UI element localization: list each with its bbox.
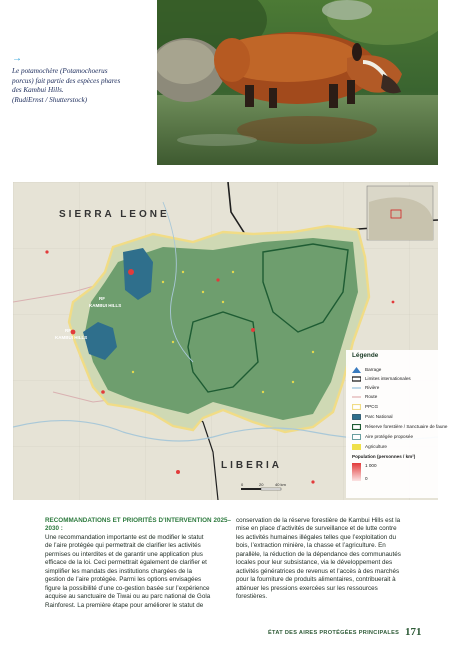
scale-end: 40 km <box>275 482 286 487</box>
population-gradient-icon <box>352 463 361 481</box>
text-line: simplifier les mandats des institutions chargées de la <box>45 567 192 575</box>
legend-item-boundary: Limites internationales <box>352 376 438 384</box>
body-text-left <box>45 517 231 610</box>
text-line: gestion de l’aire protégée. Parmi les options envisagées <box>45 576 202 584</box>
text-line: permises ou interdites et de garantir une application plus <box>45 550 203 558</box>
national-park-icon <box>352 414 361 420</box>
text-line: bois, l’extraction minière, la chasse et l’agriculture. En <box>236 542 386 550</box>
legend-item-ppcg: PPCG <box>352 404 438 412</box>
legend-item-river: Rivière <box>352 385 438 393</box>
caption-credit: (RudiErnst / Shutterstock) <box>12 95 88 104</box>
caption-line: des Kambui Hills. <box>12 86 64 95</box>
road-line-icon <box>352 394 361 400</box>
dam-triangle-icon <box>352 367 361 373</box>
legend-item-road: Route <box>352 394 438 402</box>
caption-line: Le potamochère (Potamochoerus <box>12 67 108 75</box>
text-line: parallèle, la réduction de la dépendance des communautés <box>236 550 401 558</box>
body-text-right <box>236 517 432 602</box>
photo-caption <box>12 54 147 105</box>
proposed-area-icon <box>352 434 361 440</box>
reserve-label-north-prefix: RF <box>99 296 105 301</box>
population-high-label: 1 000 <box>365 463 377 468</box>
scale-mid: 20 <box>259 482 264 487</box>
section-heading: RECOMMANDATIONS ET PRIORITÉS D’INTERVENTION 2025–2030 : <box>45 517 231 533</box>
river-line-icon <box>352 385 361 391</box>
reserve-label-south-prefix: RF <box>65 328 71 333</box>
text-line: efficace de la loi. Ceci permettrait également de clarifier et <box>45 559 207 567</box>
population-low-label: 0 <box>365 476 368 481</box>
text-line: activités génératrices de revenus et l’accès à des marchés <box>236 567 400 575</box>
scale-zero: 0 <box>241 482 244 487</box>
red-river-hog-photo <box>157 0 438 165</box>
reserve-label-south: KAMBUI HILLS <box>55 335 88 340</box>
country-label-liberia: LIBERIA <box>221 460 282 471</box>
text-line: conservation de la réserve forestière de Kambui Hills est la <box>236 517 401 524</box>
text-line: acquise au sanctuaire de Tiwai ou au parc national de Gola <box>45 593 211 601</box>
text-line: figure la possibilité d’une co-gestion basée sur l’expérience <box>45 584 210 592</box>
text-line: atténuer les pressions exercées sur les ressources <box>236 584 378 592</box>
text-line: pour la fourniture de produits alimentaires, contribuerait à <box>236 576 396 584</box>
legend-item-proposed-area: Aire protégée proposée <box>352 434 438 442</box>
text-line: Une recommandation importante est de modifier le statut <box>45 533 204 541</box>
legend-title: Légende <box>352 352 379 359</box>
reserve-label-north: KAMBUI HILLS <box>89 303 122 308</box>
legend-population-title: Population (personnes / km²) <box>352 454 416 459</box>
text-line: Rainforest. La première étape pour améliorer le statut de <box>45 601 204 609</box>
country-label-sierra-leone: SIERRA LEONE <box>59 209 170 220</box>
agriculture-icon <box>352 444 361 450</box>
boundary-line-icon <box>352 376 361 382</box>
legend-item-dam: Barrage <box>352 367 438 375</box>
forest-reserve-icon <box>352 424 361 430</box>
text-line: mise en place d’activités de surveillance et de lutte contre <box>236 525 397 533</box>
legend-item-forest-reserve: Réserve forestière / Sanctuaire de faune <box>352 424 438 432</box>
map-legend <box>346 350 448 498</box>
text-line: de l’aire protégée qui permettrait de clarifier les activités <box>45 542 201 550</box>
arrow-right-icon: → <box>12 53 22 64</box>
caption-line: porcus) fait partie des espèces phares <box>12 76 121 85</box>
page-number: 171 <box>405 626 422 638</box>
running-footer: ÉTAT DES AIRES PROTÉGÉES PRINCIPALES <box>268 630 400 636</box>
legend-item-national-park: Parc National <box>352 414 438 422</box>
text-line: locales pour leur subsistance, via le développement des <box>236 559 393 567</box>
legend-item-agriculture: Agriculture <box>352 444 438 452</box>
ppcg-area-icon <box>352 404 361 410</box>
text-line: les activités humaines illégales telles que l’exploitation du <box>236 533 396 541</box>
text-line: forestières. <box>236 593 268 601</box>
